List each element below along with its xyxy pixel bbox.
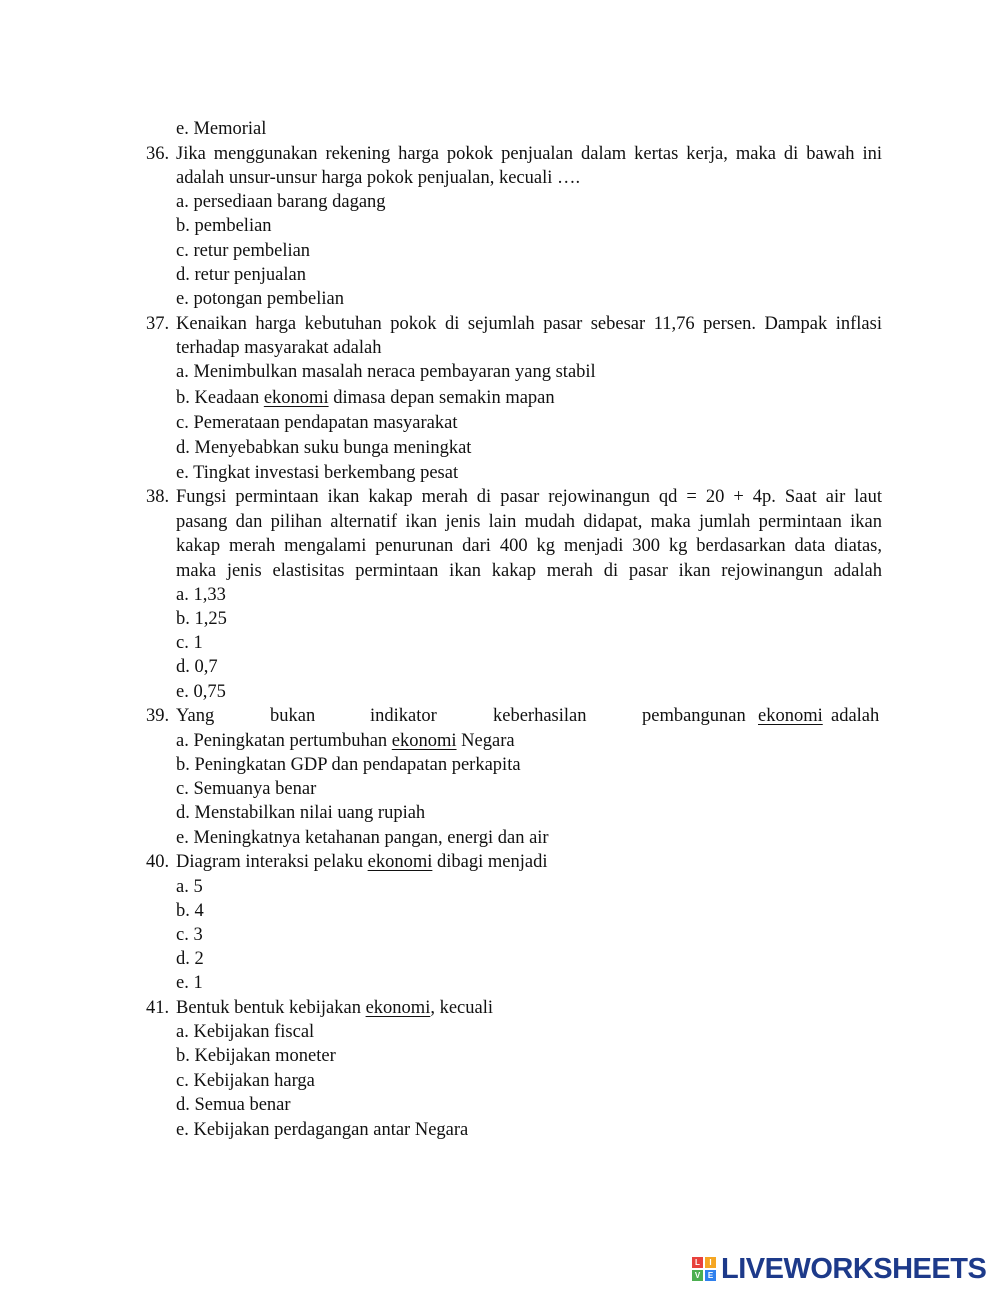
q38-stem-line1: Fungsi permintaan ikan kakap merah di pasar rejowinangun qd = 20 + 4p. Saat air laut	[176, 487, 882, 507]
q39-option-a-text-end: Negara	[456, 731, 515, 751]
q41-option-e: e. Kebijakan perdagangan antar Negara	[176, 1120, 469, 1140]
q40-stem	[176, 850, 547, 874]
q40-option-e: e. 1	[176, 973, 203, 993]
q37-stem-line1: Kenaikan harga kebutuhan pokok di sejumlah pasar sebesar 11,76 persen. Dampak inflasi	[176, 314, 882, 334]
logo-tiles-icon	[692, 1257, 716, 1281]
q40-stem-keyword: ekonomi	[367, 852, 433, 872]
q37-option-b-keyword: ekonomi	[263, 388, 329, 408]
q36-stem-line2: adalah unsur-unsur harga pokok penjualan, kecuali ….	[176, 168, 581, 188]
q35-option-e: e. Memorial	[176, 119, 267, 139]
q37-option-e: e. Tingkat investasi berkembang pesat	[176, 463, 459, 483]
q39-option-b: b. Peningkatan GDP dan pendapatan perkapita	[176, 755, 521, 775]
q39-option-a	[176, 729, 515, 753]
q36-stem-line1: Jika menggunakan rekening harga pokok penjualan dalam kertas kerja, maka di bawah ini	[176, 144, 882, 164]
q41-option-b: b. Kebijakan moneter	[176, 1046, 336, 1066]
liveworksheets-logo	[692, 1254, 986, 1284]
q41-stem-text-end: , kecuali	[430, 998, 494, 1018]
q38-option-b: b. 1,25	[176, 609, 227, 629]
logo-tile: I	[705, 1257, 716, 1268]
q38-option-d: d. 0,7	[176, 657, 218, 677]
q41-number: 41.	[146, 998, 170, 1018]
q36-option-a: a. persediaan barang dagang	[176, 192, 386, 212]
q38-stem-line4: maka jenis elastisitas permintaan ikan kakap merah di pasar ikan rejowinangun adalah	[176, 561, 882, 581]
q38-stem-line2: pasang dan pilihan alternatif ikan jenis lain mudah didapat, maka jumlah permintaan ikan	[176, 512, 882, 532]
q36-number: 36.	[146, 144, 170, 164]
q37-number: 37.	[146, 314, 170, 334]
q37-option-b-text: b. Keadaan	[176, 388, 264, 408]
q40-option-c: c. 3	[176, 925, 203, 945]
q39-word-bukan: bukan	[270, 706, 316, 726]
q37-option-b	[176, 386, 555, 410]
q38-option-a: a. 1,33	[176, 585, 226, 605]
q38-number: 38.	[146, 487, 170, 507]
q39-word-yang: Yang	[176, 706, 215, 726]
q36-option-e: e. potongan pembelian	[176, 289, 344, 309]
q41-option-c: c. Kebijakan harga	[176, 1071, 315, 1091]
q38-stem-line3: kakap merah mengalami penurunan dari 400 kg menjadi 300 kg berdasarkan data diatas,	[176, 536, 882, 556]
logo-tile: E	[705, 1270, 716, 1281]
q39-option-d: d. Menstabilkan nilai uang rupiah	[176, 803, 426, 823]
q39-word-adalah: adalah	[831, 706, 880, 726]
q37-option-c: c. Pemerataan pendapatan masyarakat	[176, 413, 458, 433]
q40-stem-text: Diagram interaksi pelaku	[176, 852, 368, 872]
q37-stem-line2: terhadap masyarakat adalah	[176, 338, 382, 358]
q38-option-e: e. 0,75	[176, 682, 226, 702]
q41-stem	[176, 996, 493, 1020]
q41-option-d: d. Semua benar	[176, 1095, 291, 1115]
logo-tile: V	[692, 1270, 703, 1281]
q39-option-c: c. Semuanya benar	[176, 779, 317, 799]
q36-option-b: b. pembelian	[176, 216, 272, 236]
q40-option-b: b. 4	[176, 901, 204, 921]
q39-word-keberhasilan: keberhasilan	[493, 706, 587, 726]
q39-number: 39.	[146, 706, 170, 726]
logo-text: LIVEWORKSHEETS	[721, 1252, 987, 1285]
q40-number: 40.	[146, 852, 170, 872]
q39-word-ekonomi: ekonomi	[758, 706, 823, 726]
q39-word-indikator: indikator	[370, 706, 437, 726]
q39-word-pembangunan: pembangunan	[642, 706, 746, 726]
q39-option-a-text: a. Peningkatan pertumbuhan	[176, 731, 392, 751]
q36-option-c: c. retur pembelian	[176, 241, 311, 261]
q40-option-a: a. 5	[176, 877, 203, 897]
q40-option-d: d. 2	[176, 949, 204, 969]
q38-option-c: c. 1	[176, 633, 203, 653]
q41-stem-text: Bentuk bentuk kebijakan	[176, 998, 366, 1018]
q37-option-d: d. Menyebabkan suku bunga meningkat	[176, 438, 472, 458]
logo-tile: L	[692, 1257, 703, 1268]
q39-option-a-keyword: ekonomi	[391, 731, 457, 751]
q37-option-b-text-end: dimasa depan semakin mapan	[328, 388, 555, 408]
q41-stem-keyword: ekonomi	[365, 998, 431, 1018]
q39-option-e: e. Meningkatnya ketahanan pangan, energi dan air	[176, 828, 549, 848]
q36-option-d: d. retur penjualan	[176, 265, 306, 285]
q41-option-a: a. Kebijakan fiscal	[176, 1022, 315, 1042]
q40-stem-text-end: dibagi menjadi	[432, 852, 548, 872]
q37-option-a: a. Menimbulkan masalah neraca pembayaran yang stabil	[176, 362, 596, 382]
